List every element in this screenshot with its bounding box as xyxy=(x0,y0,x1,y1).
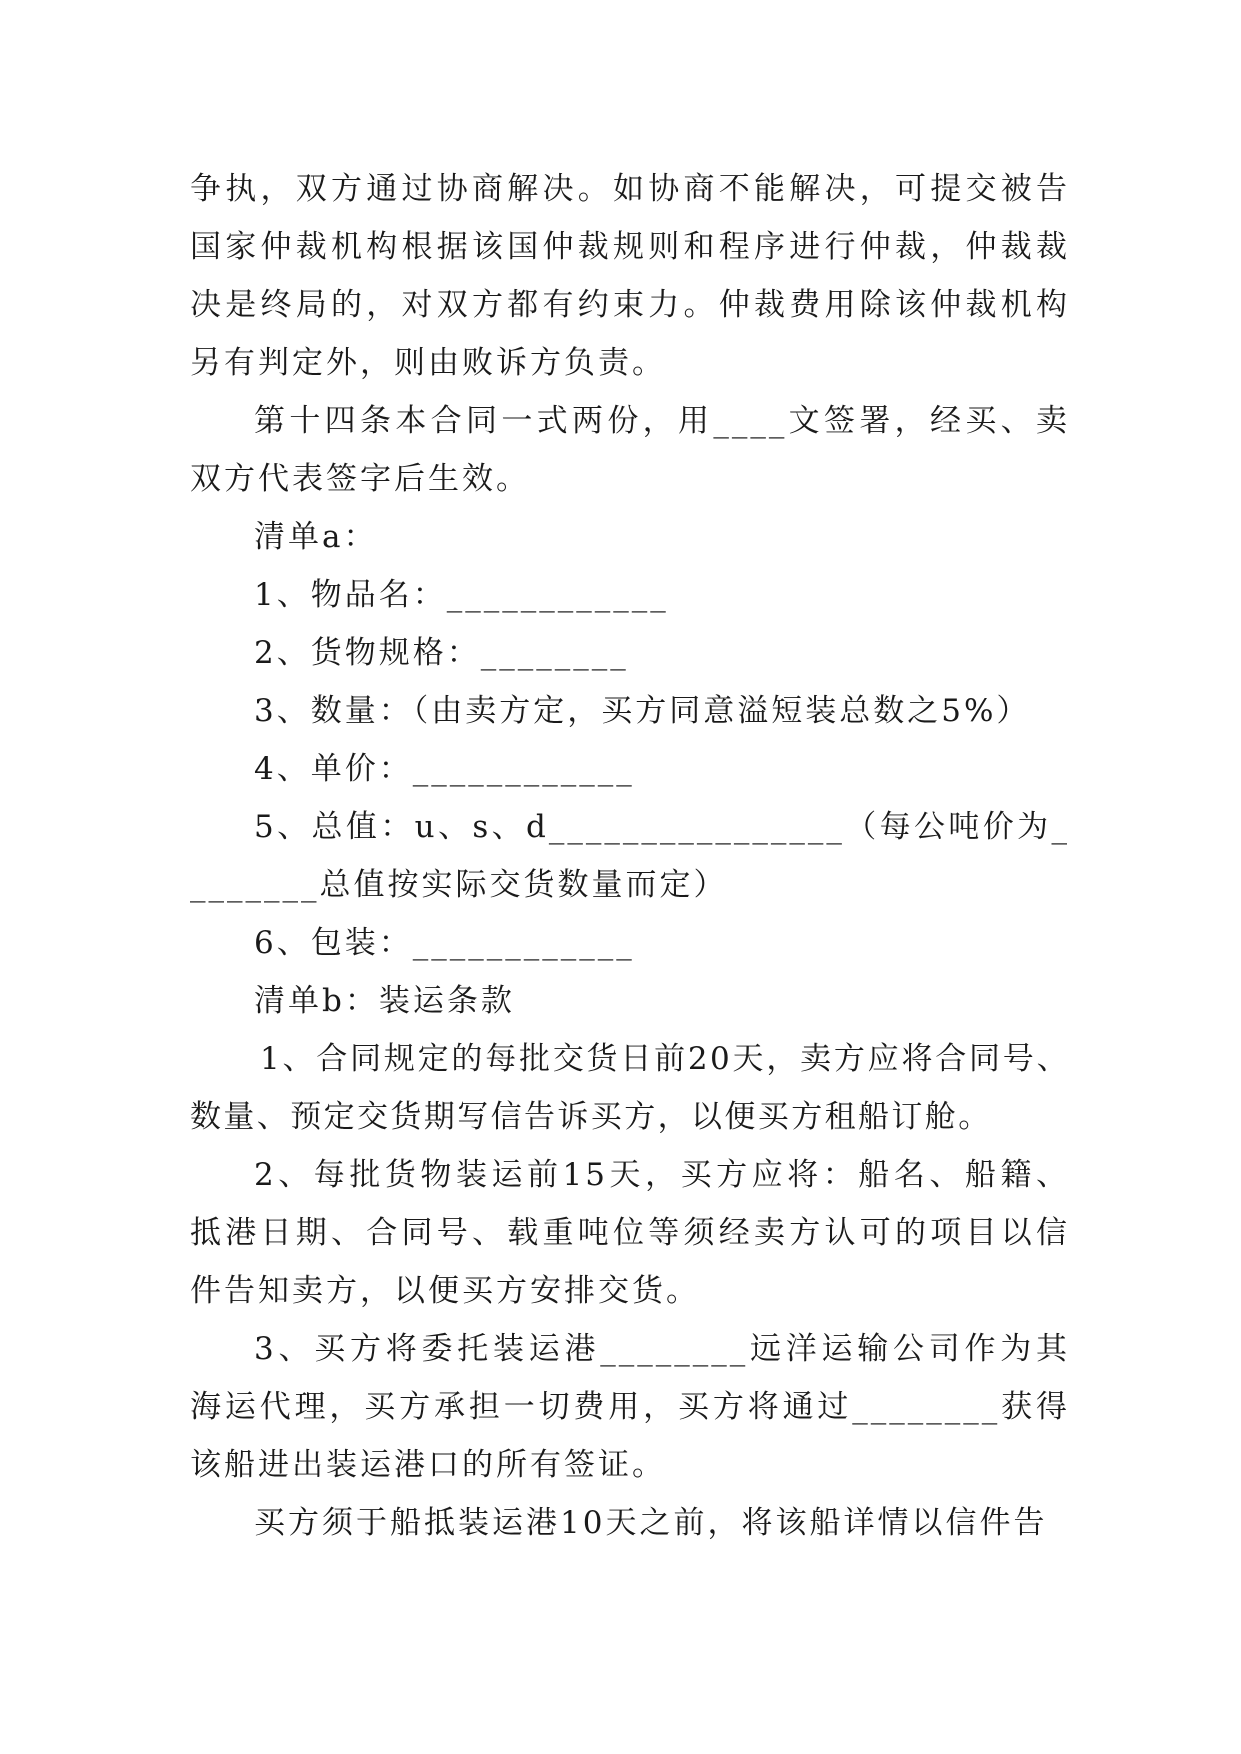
paragraph-arbitration: 争执，双方通过协商解决。如协商不能解决，可提交被告国家仲裁机构根据该国仲裁规则和程序进行仲裁，仲裁裁决是终局的，对双方都有约束力。仲裁费用除该仲裁机构另有判定外，则由败诉方负责。 xyxy=(190,171,1070,381)
list-a-heading: 清单a： xyxy=(254,519,378,555)
list-a-item-unit-price: 4、单价：____________ xyxy=(254,751,635,787)
list-b-clause-1: 1、合同规定的每批交货日前20天，卖方应将合同号、数量、预定交货期写信告诉买方，以便买方租船订舱。 xyxy=(190,1041,1070,1135)
list-a-item-spec: 2、货物规格：________ xyxy=(254,635,629,671)
list-b-clause-2: 2、每批货物装运前15天，买方应将：船名、船籍、抵港日期、合同号、载重吨位等须经卖方认可的项目以信件告知卖方，以便买方安排交货。 xyxy=(190,1157,1070,1309)
list-a-item-packing: 6、包装：____________ xyxy=(254,925,635,961)
list-b-clause-3: 3、买方将委托装运港________远洋运输公司作为其海运代理，买方承担一切费用，买方将通过________获得该船进出装运港口的所有签证。 xyxy=(190,1331,1070,1483)
list-a-item-quantity: 3、数量：（由卖方定，买方同意溢短装总数之5%） xyxy=(254,693,1031,729)
document-body xyxy=(190,160,1070,1552)
list-b-heading: 清单b：装运条款 xyxy=(254,983,515,1019)
list-a-item-total-value: 5、总值：u、s、d________________（每公吨价为________总值按实际交货数量而定） xyxy=(190,809,1070,903)
paragraph-article-14: 第十四条本合同一式两份，用____文签署，经买、卖双方代表签字后生效。 xyxy=(190,403,1070,497)
list-a-item-name: 1、物品名：____________ xyxy=(254,577,669,613)
list-b-clause-3-continued: 买方须于船抵装运港10天之前，将该船详情以信件告 xyxy=(254,1505,1048,1541)
